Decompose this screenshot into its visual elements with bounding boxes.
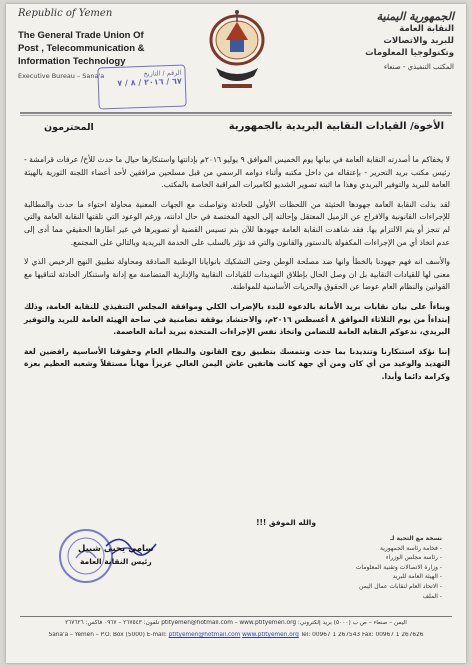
signatory-title: رئيس النقابة العامة [80, 557, 152, 566]
footer-english [20, 632, 452, 638]
footer-arabic: اليمن – صنعاء – ص ب (٥٠٠٠) بريد إلكتروني: ptityemen@hotmail.com – www.ptityemen.org تلفون: ٢٦٧٥٤٣ – ٠٩٦٧ فاكس: ٢٦٧٦٢٦ [65, 620, 407, 626]
cc-item: - فخامة رئاسة الجمهورية [379, 544, 442, 552]
header-divider [20, 112, 452, 114]
letter-page [6, 4, 466, 663]
ar-office: المكتب التنفيذي - صنعاء [383, 63, 454, 71]
letter-respected: المحترمون [44, 122, 94, 133]
en-org-line-1: The General Trade Union Of [18, 30, 144, 41]
paragraph-5: إننا نؤكد استنكارنا وتنديدنا بما حدث ونتمسك بتطبيق روح القانون والنظام العام وحقوقنا الأساسية رافضين لغة التهديد والوعيد من أي كان ومن أي جهة كانت هاتفين عاش اليمن الغالي عزيزاً مهاباً مستقلاً وشعبه العظيم بعزة وكرامة دائما وأبدا. [24, 346, 450, 381]
en-org-name [18, 29, 188, 68]
union-logo-emblem [204, 6, 270, 96]
signatory-name: سامي يحيى شبيل [78, 544, 154, 554]
en-org-line-3: Information Technology [18, 56, 126, 67]
cc-item: - رئاسة مجلس الوزراء [385, 554, 442, 562]
stamp-label: الرقم / التاريخ [143, 68, 182, 78]
footer-divider [20, 616, 452, 617]
official-seal-and-signature [46, 524, 166, 588]
cc-item: - الملف [422, 592, 442, 600]
footer-email-link[interactable]: ptityemen@hotmail.com [168, 632, 241, 638]
en-exec-bureau: Executive Bureau – Sana'a [18, 72, 105, 80]
footer-address: Sana'a – Yemen – P.O. Box (5000) E-mail: [48, 632, 167, 638]
closing-phrase: والله الموفق !!! [256, 518, 316, 527]
letter-addressee: الأخوة/ القيادات النقابية البريدية بالجمهورية [228, 121, 444, 132]
footer-website-link[interactable]: www.ptityemen.org [242, 632, 299, 638]
copies-list [312, 534, 442, 601]
ar-republic: الجمهورية اليمنية [376, 10, 454, 23]
footer-phone: Tel: 00967 1 267543 Fax: 00967 1 267626 [300, 632, 424, 638]
reference-stamp [97, 64, 186, 109]
paragraph-1: لا يخفاكم ما أصدرته النقابة العامة في بيانها يوم الخميس الموافق ٩ يوليو ٢٠١٦م بإدانتها واستنكارها حيال ما حدث للأخ/ عرفات قرامشة - رئيس مكتب بريد التحرير - بإعتقاله من داخل مكتبه وأثناء دوامه الرسمي من قبل مسلحين مرافقين لأحد أعضاء اللجنة الثورية بالهيئة العامة للبريد والتوفير البريدي وهذا ما اثبته تصوير الشديو لكاميرات المراقبة الخاصة بالمكتب. [24, 155, 450, 190]
paragraph-2: لقد بذلت النقابة العامة جهودها الحثيثة من اللحظات الأولى للحادثة وتواصلت مع الجهات المعنية محاولة احتواء ما حدث والمطالبة للإجراءات القانونية والافراج عن الزميل المعتقل وإحالته إلى الجهة المختصة في حال ادانته، ورغم الوعود التي تلقتها النقابة العامة والتي لم تنجز أو يتم الالتزام بها. فقد شاهدت النقابة العامة جهودها للآن بتم تسيس القضية أو تصويرها في غير اطارها الحقيقي مما أدى إلى عدم اتخاذ أي من الإجراءات المكفولة بالدستور والقانون والتي قد تؤثر بالسلب على الخدمة البريدية وبالتالي على المجتمع. [24, 199, 450, 247]
arabic-header [314, 10, 454, 71]
paragraph-4: وبناءاً على بيان نقابات بريد الأمانة بالدعوة للبدء بالإضراب الكلي وموافقة المجلس التنفيذي للنقابة العامة، وذلك إبتداءاً من يوم الثلاثاء الموافق ٨ أغسطس ٢٠١٦م، والاحتشاد بوقفة تضامنية في ساحة الهيئة العامة للبريد والتوفير البريدي، ندعوكم النقابة العامة للتضامن واتخاذ نفس الإجراءات المتخذة ببريد أمانة العاصمة. [24, 301, 451, 337]
letter-body [24, 154, 450, 391]
en-org-line-2: Post , Telecommunication & [18, 43, 145, 54]
ar-org-line-1: النقابة العامة [399, 24, 454, 34]
ar-org-line-2: للبريد والاتصالات [383, 36, 454, 46]
cc-item: - الاتحاد العام لنقابات عمال اليمن [359, 582, 442, 590]
stamp-ref-number: ٦٧ / ٢٠١٦ / ٨ / ٧ [117, 76, 182, 88]
cc-item: - وزارة الاتصالات وتقنية المعلومات [355, 563, 442, 571]
cc-title: نسخة مع التحية لـ [390, 535, 442, 542]
cc-item: - الهيئة العامة للبريد [392, 573, 442, 581]
en-republic: Republic of Yemen [18, 8, 113, 19]
ar-org-line-3: وتكنولوجيا المعلومات [365, 48, 454, 58]
paragraph-3: والأسف انه فهم جهودنا بالخطأ وانها ضد مصلحة الوطن وحتى التشكيك بانوايانا الوطنية الصادقة ومحاولة تطبيق النهج الرخيص الذي لا معنى لها للقيادات النقابية بل ان وصل الحال بإطلاق التهديدات للقيادات النقابية والإدارية المتضامنة مع إدانة واستنكار الحادثة لتناقيها مع القوانين والنظام العام عوضا عن الحقوق والحريات الأساسية للمواطنة. [24, 257, 450, 292]
header-divider-thin [20, 115, 452, 116]
